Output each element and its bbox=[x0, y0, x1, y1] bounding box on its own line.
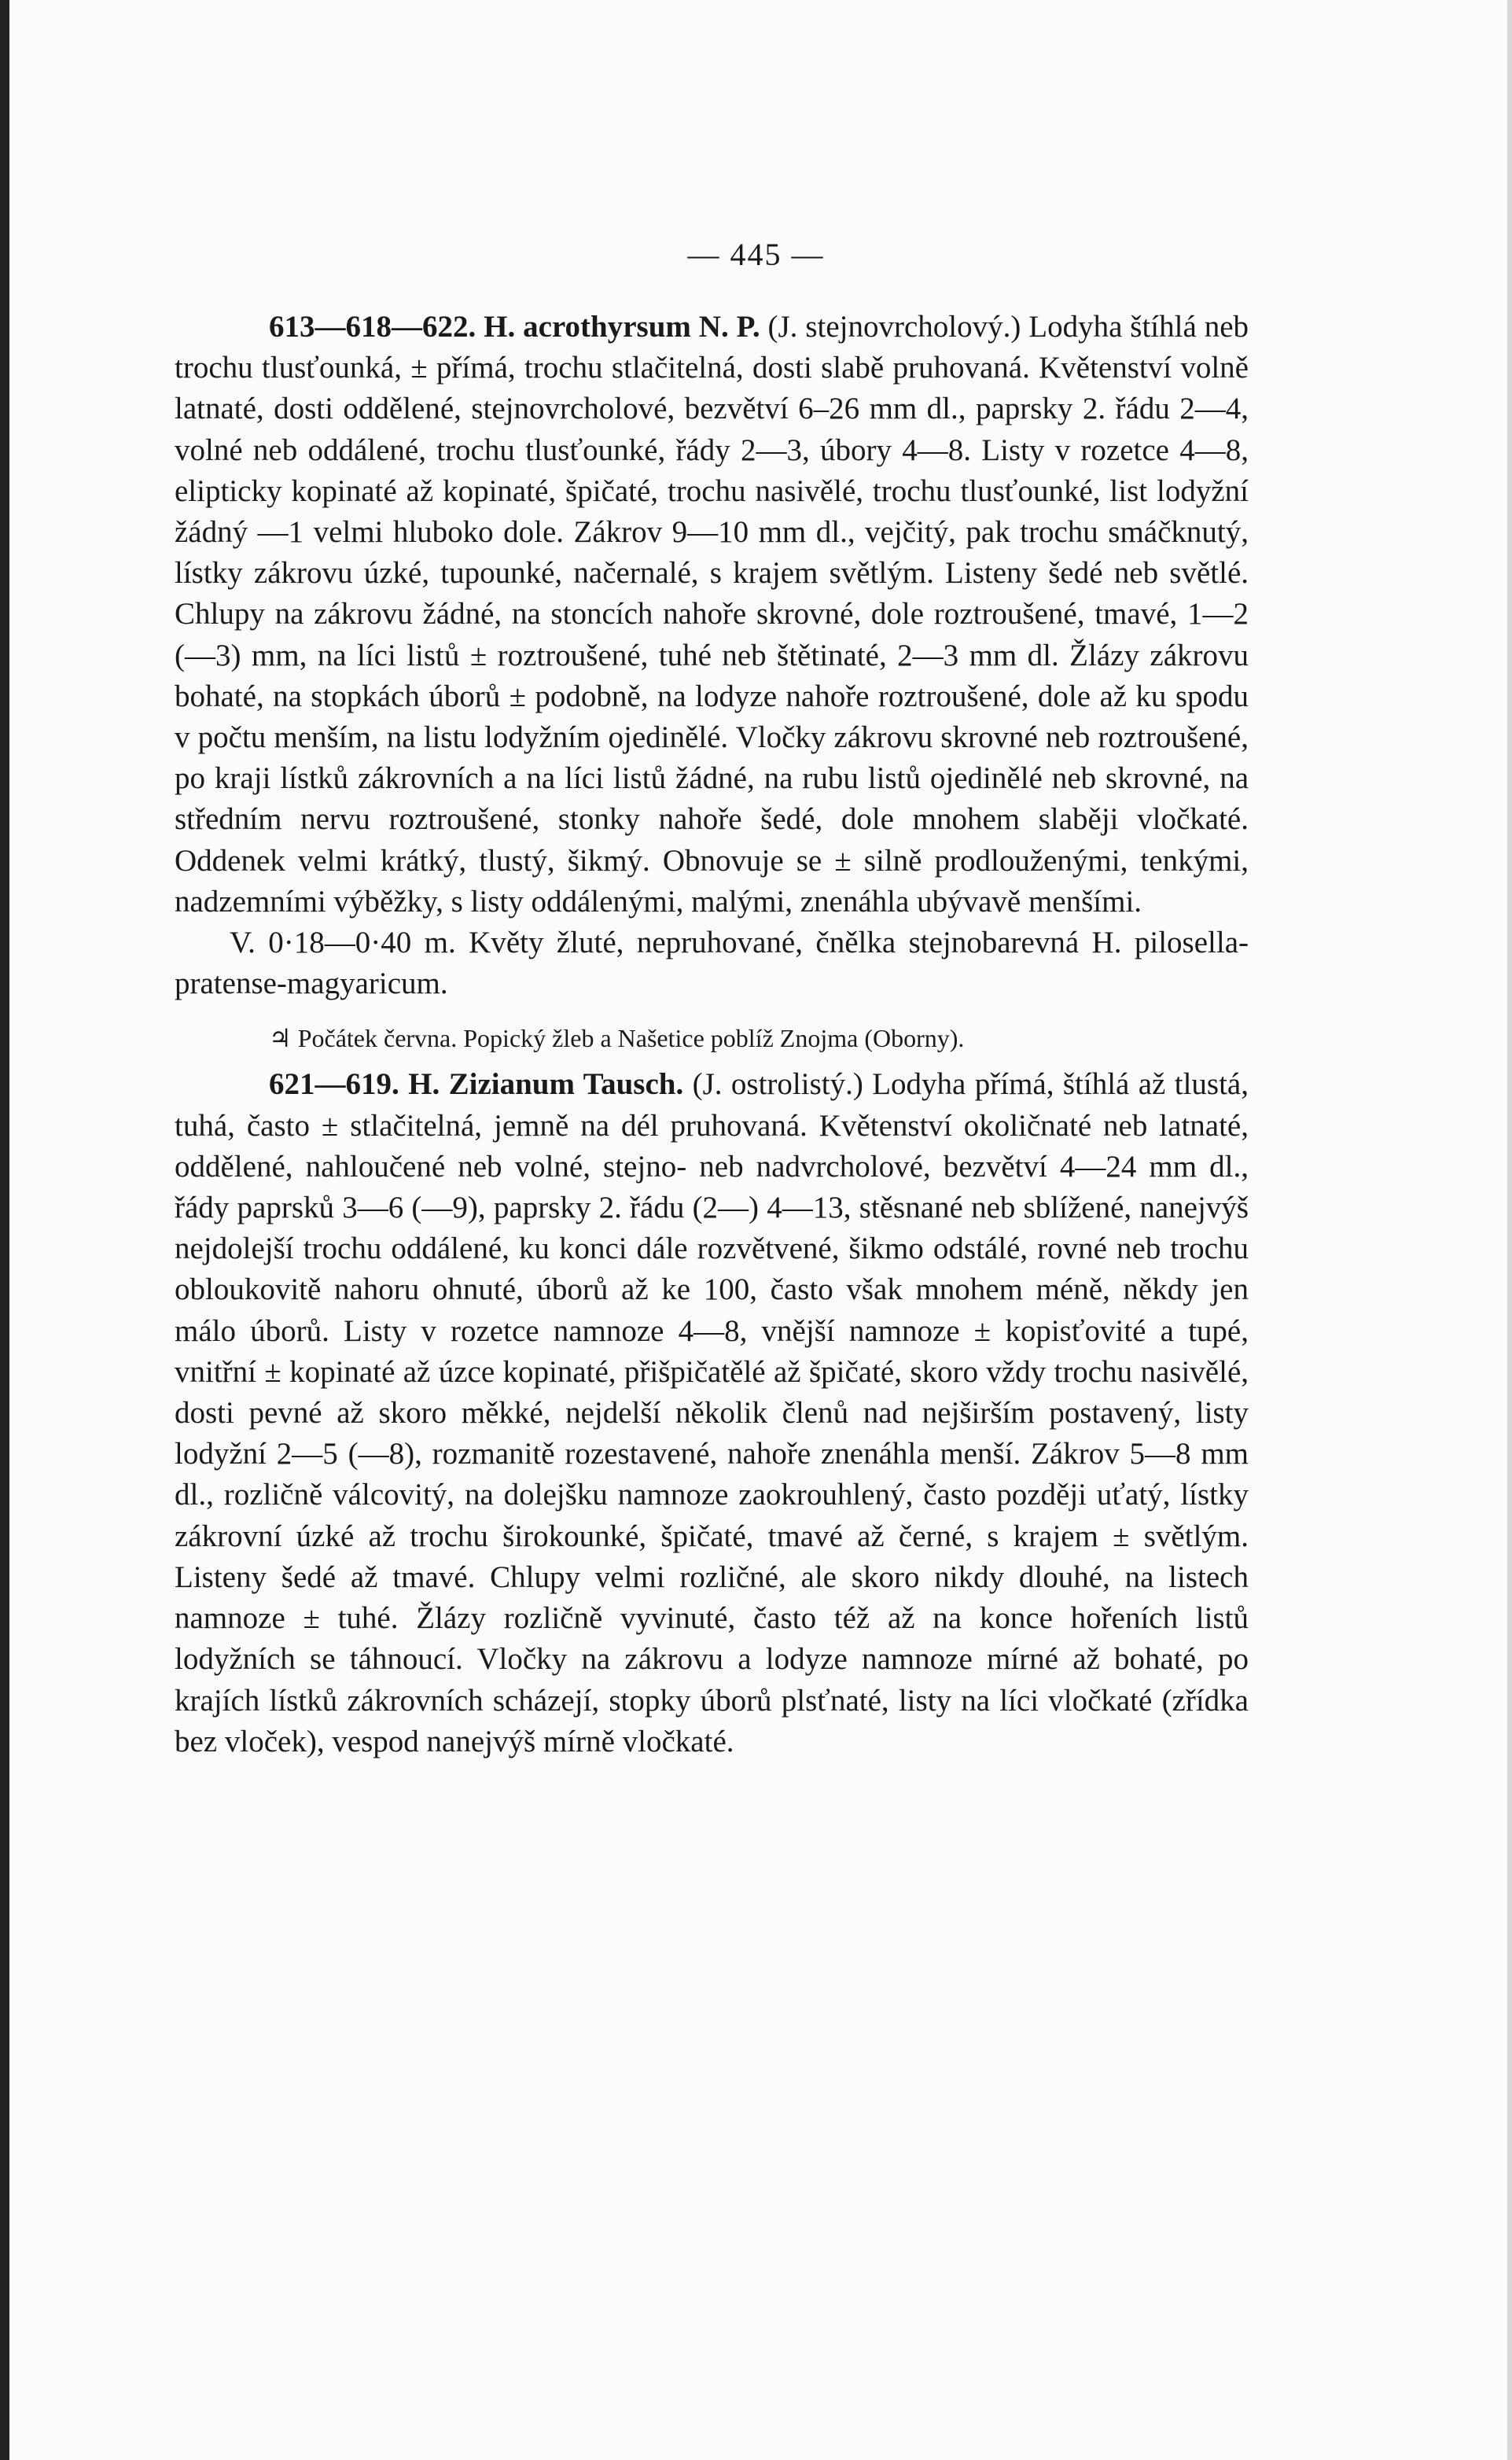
entry-number: 613—618—622. bbox=[269, 310, 476, 344]
entry-description: (J. stejnovrcholový.) Lodyha štíhlá neb trochu tlusťounká, ± přímá, trochu stlačitelná, dosti slabě pruhovaná. Květenství volně latnaté, dosti oddělené, stejnovrcholové, bezvětví 6–26 mm dl., paprsky 2. řádu 2—4, volné neb oddálené, trochu tlusťounké, řády 2—3, úbory 4—8. Listy v rozetce 4—8, elipticky kopinaté až kopinaté, špičaté, trochu nasivělé, trochu tlusťounké, list lodyžní žádný —1 velmi hluboko dole. Zákrov 9—10 mm dl., vejčitý, pak trochu smáčknutý, lístky zákrovu úzké, tupounké, načernalé, s krajem světlým. Listeny šedé neb světlé. Chlupy na zákrovu žádné, na stoncích nahoře skrovné, dole roztroušené, tmavé, 1—2 (—3) mm, na líci listů ± roztroušené, tuhé neb štětinaté, 2—3 mm dl. Žlázy zákrovu bohaté, na stopkách úborů ± podobně, na lodyze nahoře roztroušené, dole až ku spodu v počtu menším, na listu lodyžním ojedinělé. Vločky zákrovu skrovné neb roztroušené, po kraji lístků zákrovních a na líci listů žádné, na rubu listů ojedinělé neb skrovné, na středním nervu roztroušené, stonky nahoře šedé, dole mnohem slaběji vločkaté. Oddenek velmi krátký, tlustý, šikmý. Obnovuje se ± silně prodlouženými, tenkými, nadzemními výběžky, s listy oddálenými, malými, znenáhla ubývavě menšími. bbox=[175, 310, 1249, 919]
species-entry-acrothyrsum bbox=[175, 307, 1249, 922]
text-column bbox=[175, 307, 1249, 1762]
page-number: — 445 — bbox=[687, 237, 825, 272]
entry-description: (J. ostrolistý.) Lodyha přímá, štíhlá až tlustá, tuhá, často ± stlačitelná, jemně na dél pruhovaná. Květenství okoličnaté neb latnaté, oddělené, nahloučené neb volné, stejno- neb nadvrcholové, bezvětví 4—24 mm dl., řády paprsků 3—6 (—9), paprsky 2. řádu (2—) 4—13, stěsnané neb sblížené, nanejvýš nejdolejší trochu oddálené, ku konci dále rozvětvené, šikmo odstálé, rovné neb trochu obloukovitě nahoru ohnuté, úborů až ke 100, často však mnohem méně, někdy jen málo úborů. Listy v rozetce namnoze 4—8, vnější namnoze ± kopisťovité a tupé, vnitřní ± kopinaté až úzce kopinaté, přišpičatělé až špičaté, skoro vždy trochu nasivělé, dosti pevné až skoro měkké, nejdelší několik členů nad nejširším postavený, listy lodyžní 2—5 (—8), rozmanitě rozestavené, nahoře znenáhla menší. Zákrov 5—8 mm dl., rozličně válcovitý, na dolejšku namnoze zaokrouhlený, často později uťatý, lístky zákrovní úzké až trochu širokounké, špičaté, tmavé až černé, s krajem ± světlým. Listeny šedé až tmavé. Chlupy velmi rozličné, ale skoro nikdy dlouhé, na listech namnoze ± tuhé. Žlázy rozličně vyvinuté, často též až na konce hořeních listů lodyžních se táhnoucí. Vločky na zákrovu a lodyze namnoze mírné až bohaté, po krajích lístků zákrovních scházejí, stopky úborů plsťnaté, listy na líci vločkaté (zřídka bez vloček), vespod nanejvýš mírně vločkaté. bbox=[175, 1067, 1249, 1758]
species-entry-zizianum bbox=[175, 1064, 1249, 1762]
page-binding-edge bbox=[0, 0, 9, 2460]
page-right-edge bbox=[1507, 0, 1512, 2460]
species-name: H. Zizianum Tausch. bbox=[408, 1067, 684, 1102]
entry-number: 621—619. bbox=[269, 1067, 399, 1102]
species-name: H. acrothyrsum N. P. bbox=[484, 310, 760, 344]
entry-locality-note: ♃ Počátek června. Popický žleb a Našetice poblíž Znojma (Oborny). bbox=[269, 1024, 965, 1053]
entry-measurements: V. 0·18—0·40 m. Květy žluté, nepruhované, čnělka stejnobarevná H. pilosella-pratense-magyaricum. bbox=[175, 926, 1249, 1001]
